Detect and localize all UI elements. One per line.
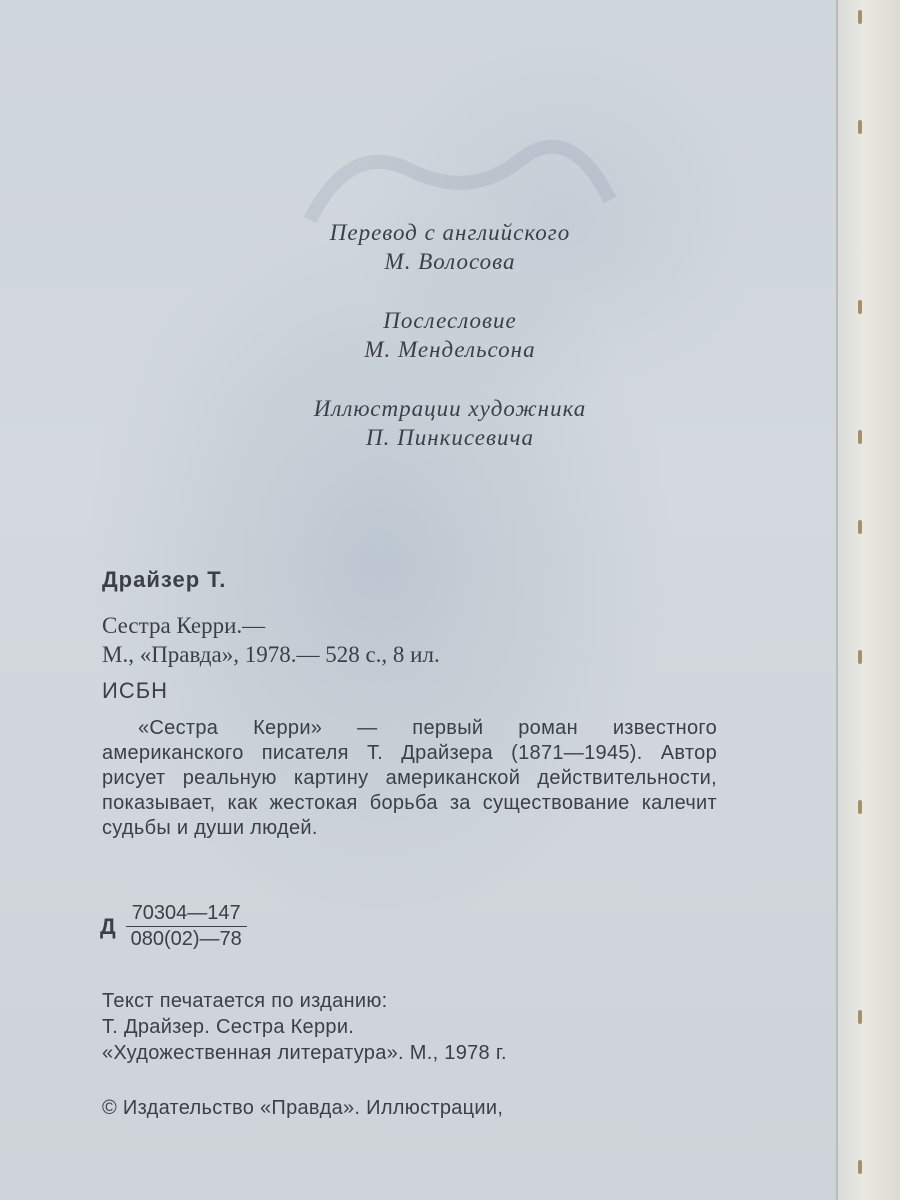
binding-stitch (858, 800, 862, 814)
catalog-annotation: «Сестра Керри» — первый роман известного американского писателя Т. Драйзера (1871—1945). Автор рисует реальную картину американской действительности, показывает, как жестокая борьба за существование калечит судьбы и души людей. (102, 717, 717, 839)
index-code-denominator: 080(02)—78 (130, 928, 242, 950)
credits-section (0, 218, 900, 482)
credit-role: Послесловие (383, 308, 517, 333)
book-binding-edge (836, 0, 900, 1200)
binding-stitch (858, 1010, 862, 1024)
catalog-author: Драйзер Т. (102, 567, 227, 592)
binding-stitch (858, 650, 862, 664)
credit-illustrations (0, 394, 900, 452)
source-note-line: «Художественная литература». М., 1978 г. (102, 1042, 507, 1064)
catalog-title-line: Сестра Керри.— (102, 613, 266, 638)
credit-afterword (0, 306, 900, 364)
binding-stitch (858, 120, 862, 134)
source-note-line: Текст печатается по изданию: (102, 990, 388, 1012)
copyright-line: © Издательство «Правда». Иллюстрации, (102, 1097, 504, 1119)
binding-stitch (858, 1160, 862, 1174)
index-code-fraction (126, 902, 247, 951)
index-code (100, 902, 247, 951)
index-code-numerator: 70304—147 (126, 902, 247, 927)
catalog-isbn-label: ИСБН (102, 678, 169, 703)
catalog-imprint-line: М., «Правда», 1978.— 528 с., 8 ил. (102, 642, 440, 667)
binding-stitch (858, 520, 862, 534)
catalog-record (102, 566, 722, 841)
index-code-letter: Д (100, 913, 116, 939)
credit-role: Перевод с английского (329, 220, 571, 245)
source-note (102, 988, 507, 1066)
binding-stitch (858, 10, 862, 24)
credit-name: М. Волосова (384, 249, 516, 274)
credit-role: Иллюстрации художника (313, 396, 587, 421)
credit-name: П. Пинкисевича (366, 425, 534, 450)
credit-translation (0, 218, 900, 276)
credit-name: М. Мендельсона (364, 337, 536, 362)
source-note-line: Т. Драйзер. Сестра Керри. (102, 1016, 355, 1038)
